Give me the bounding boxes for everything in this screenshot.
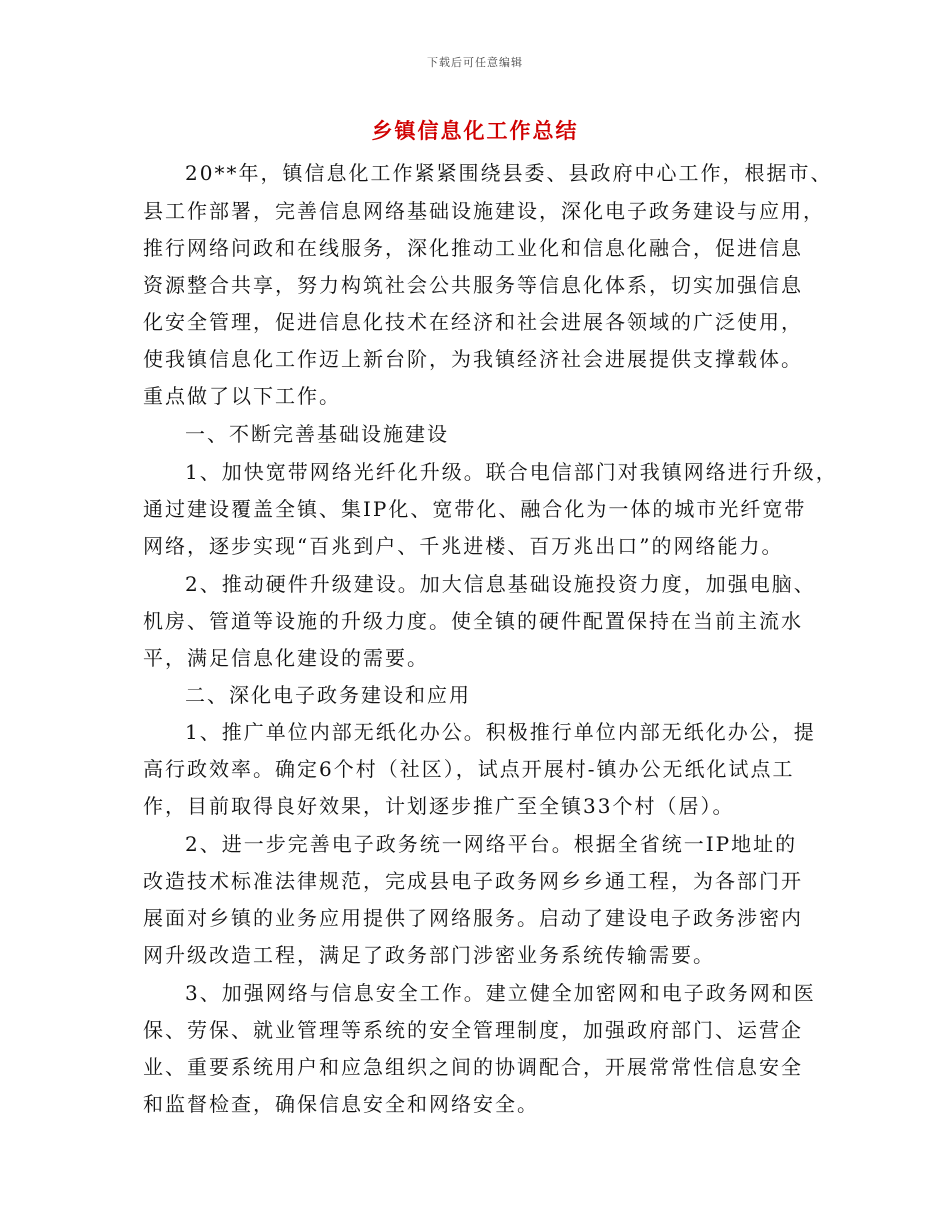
text-line: 通过建设覆盖全镇、集IP化、宽带化、融合化为一体的城市光纤宽带: [143, 497, 807, 521]
text-line: 1、推广单位内部无纸化办公。积极推行单位内部无纸化办公，提: [185, 720, 816, 744]
text-line: 资源整合共享，努力构筑社会公共服务等信息化体系，切实加强信息: [143, 273, 803, 297]
text-line: 展面对乡镇的业务应用提供了网络服务。启动了建设电子政务涉密内: [143, 906, 803, 930]
text-line: 2、进一步完善电子政务统一网络平台。根据全省统一IP地址的: [185, 832, 798, 856]
text-line: 20**年，镇信息化工作紧紧围绕县委、县政府中心工作，根据市、: [185, 161, 833, 185]
page-header-note: 下载后可任意编辑: [427, 56, 523, 69]
text-line: 化安全管理，促进信息化技术在经济和社会进展各领域的广泛使用，: [143, 310, 803, 334]
text-line: 3、加强网络与信息安全工作。建立健全加密网和电子政务网和医: [185, 981, 816, 1005]
text-line: 1、加快宽带网络光纤化升级。联合电信部门对我镇网络进行升级，: [185, 460, 838, 484]
text-line: 高行政效率。确定6个村（社区），试点开展村-镇办公无纸化试点工: [143, 757, 795, 781]
text-line: 平，满足信息化建设的需要。: [143, 646, 429, 670]
text-line: 业、重要系统用户和应急组织之间的协调配合，开展常常性信息安全: [143, 1055, 803, 1079]
text-line: 和监督检查，确保信息安全和网络安全。: [143, 1092, 539, 1116]
text-line: 使我镇信息化工作迈上新台阶，为我镇经济社会进展提供支撑载体。: [143, 347, 803, 371]
document-title: 乡镇信息化工作总结: [371, 118, 579, 143]
text-line: 2、推动硬件升级建设。加大信息基础设施投资力度，加强电脑、: [185, 572, 816, 596]
text-line: 网络，逐步实现“百兆到户、千兆进楼、百万兆出口”的网络能力。: [143, 534, 784, 558]
text-line: 重点做了以下工作。: [143, 384, 341, 408]
text-line: 保、劳保、就业管理等系统的安全管理制度，加强政府部门、运营企: [143, 1018, 803, 1042]
section-heading: 二、深化电子政务建设和应用: [185, 683, 471, 707]
text-line: 网升级改造工程，满足了政务部门涉密业务系统传输需要。: [143, 943, 715, 967]
text-line: 县工作部署，完善信息网络基础设施建设，深化电子政务建设与应用，: [143, 199, 825, 223]
text-line: 改造技术标准法律规范，完成县电子政务网乡乡通工程，为各部门开: [143, 869, 803, 893]
text-line: 机房、管道等设施的升级力度。使全镇的硬件配置保持在当前主流水: [143, 609, 803, 633]
text-line: 推行网络问政和在线服务，深化推动工业化和信息化融合，促进信息: [143, 236, 803, 260]
text-line: 作，目前取得良好效果，计划逐步推广至全镇33个村（居）。: [143, 794, 735, 818]
section-heading: 一、不断完善基础设施建设: [185, 422, 449, 446]
